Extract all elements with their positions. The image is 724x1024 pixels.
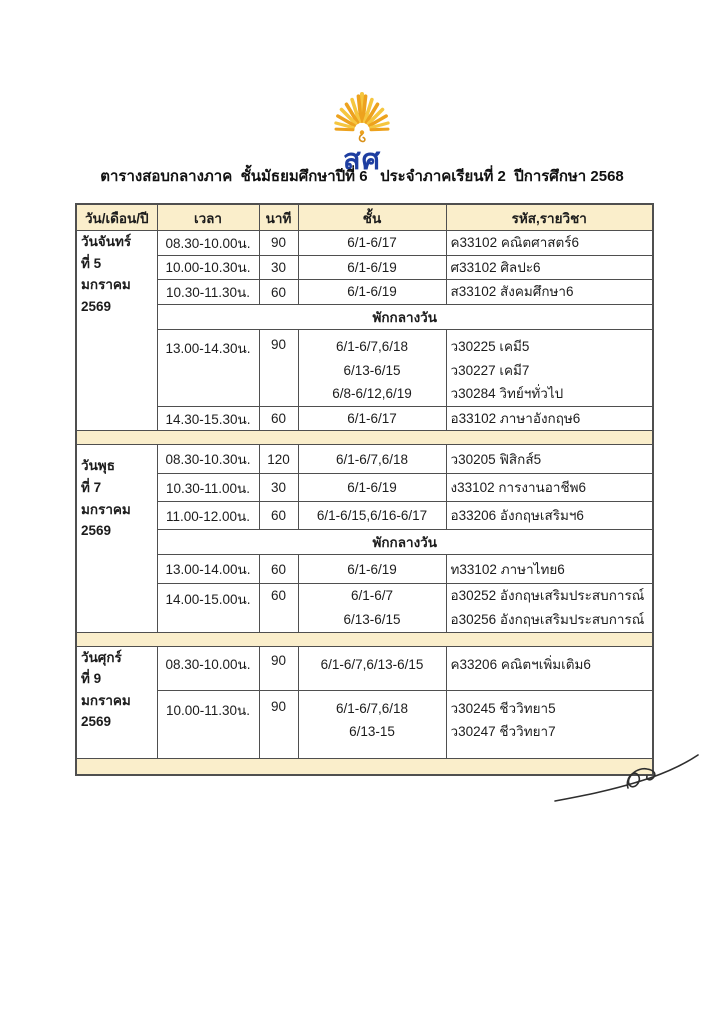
table-row [76, 474, 653, 502]
class-cell: 6/1-6/17 [298, 231, 446, 256]
class-cell: 6/1-6/7,6/18 6/13-15 [298, 690, 446, 758]
class-cell: 6/1-6/7,6/13-6/15 [298, 646, 446, 690]
class-cell: 6/1-6/19 [298, 280, 446, 305]
lunch-row [76, 304, 653, 329]
signature [552, 750, 702, 813]
sunburst-crown-icon [322, 86, 402, 144]
minutes-cell: 60 [259, 584, 298, 632]
minutes-cell: 60 [259, 406, 298, 431]
table-row [76, 280, 653, 305]
table-row [76, 445, 653, 474]
subject-cell: อ33206 อังกฤษเสริมฯ6 [446, 502, 653, 530]
minutes-cell: 60 [259, 555, 298, 584]
page-title: ตารางสอบกลางภาค ชั้นมัธยมศึกษาปีที่ 6 ประจำภาคเรียนที่ 2 ปีการศึกษา 2568 [100, 168, 624, 185]
minutes-cell: 60 [259, 502, 298, 530]
table-row [76, 502, 653, 530]
time-cell: 10.00-10.30น. [157, 255, 259, 280]
header-time: เวลา [157, 204, 259, 231]
table-row [76, 584, 653, 632]
time-cell: 08.30-10.00น. [157, 231, 259, 256]
minutes-cell: 90 [259, 329, 298, 406]
header-row [76, 204, 653, 231]
table-row [76, 329, 653, 406]
lunch-cell: พักกลางวัน [157, 530, 653, 555]
day-cell-monday: วันจันทร์ ที่ 5 มกราคม 2569 [76, 231, 157, 431]
time-cell: 10.30-11.30น. [157, 280, 259, 305]
time-cell: 10.30-11.00น. [157, 474, 259, 502]
subject-cell: ว30205 ฟิสิกส์5 [446, 445, 653, 474]
time-cell: 13.00-14.30น. [157, 329, 259, 406]
lunch-cell: พักกลางวัน [157, 304, 653, 329]
time-cell: 14.30-15.30น. [157, 406, 259, 431]
class-cell: 6/1-6/17 [298, 406, 446, 431]
header-minutes: นาที [259, 204, 298, 231]
day-cell-wednesday: วันพุธ ที่ 7 มกราคม 2569 [76, 445, 157, 632]
header-date: วัน/เดือน/ปี [76, 204, 157, 231]
logo-text: สศ [342, 144, 382, 176]
subject-cell: ท33102 ภาษาไทย6 [446, 555, 653, 584]
section-separator [76, 431, 653, 445]
minutes-cell: 30 [259, 255, 298, 280]
subject-cell: ค33102 คณิตศาสตร์6 [446, 231, 653, 256]
time-cell: 08.30-10.00น. [157, 646, 259, 690]
minutes-cell: 120 [259, 445, 298, 474]
time-cell: 11.00-12.00น. [157, 502, 259, 530]
minutes-cell: 90 [259, 231, 298, 256]
subject-cell: อ33102 ภาษาอังกฤษ6 [446, 406, 653, 431]
section-separator [76, 632, 653, 646]
class-cell: 6/1-6/19 [298, 255, 446, 280]
minutes-cell: 60 [259, 280, 298, 305]
class-cell: 6/1-6/19 [298, 555, 446, 584]
table-row [76, 255, 653, 280]
exam-schedule-table [75, 203, 654, 776]
table-row [76, 555, 653, 584]
time-cell: 13.00-14.00น. [157, 555, 259, 584]
subject-cell: ว30225 เคมี5 ว30227 เคมี7 ว30284 วิทย์ฯทั่วไป [446, 329, 653, 406]
school-logo [312, 86, 412, 175]
day-cell-friday: วันศุกร์ ที่ 9 มกราคม 2569 [76, 646, 157, 758]
class-cell: 6/1-6/19 [298, 474, 446, 502]
table-row [76, 406, 653, 431]
time-cell: 14.00-15.00น. [157, 584, 259, 632]
subject-cell: ส33102 สังคมศึกษา6 [446, 280, 653, 305]
time-cell: 08.30-10.30น. [157, 445, 259, 474]
time-cell: 10.00-11.30น. [157, 690, 259, 758]
minutes-cell: 30 [259, 474, 298, 502]
subject-cell: ศ33102 ศิลปะ6 [446, 255, 653, 280]
minutes-cell: 90 [259, 646, 298, 690]
class-cell: 6/1-6/15,6/16-6/17 [298, 502, 446, 530]
class-cell: 6/1-6/7,6/18 [298, 445, 446, 474]
signature-scribble-icon [552, 750, 702, 808]
subject-cell: ว30245 ชีววิทยา5 ว30247 ชีววิทยา7 [446, 690, 653, 758]
class-cell: 6/1-6/7 6/13-6/15 [298, 584, 446, 632]
table-row [76, 231, 653, 256]
minutes-cell: 90 [259, 690, 298, 758]
table-row [76, 690, 653, 758]
header-class: ชั้น [298, 204, 446, 231]
header-subject: รหัส,รายวิชา [446, 204, 653, 231]
subject-cell: อ30252 อังกฤษเสริมประสบการณ์ อ30256 อังกฤษเสริมประสบการณ์ [446, 584, 653, 632]
lunch-row [76, 530, 653, 555]
class-cell: 6/1-6/7,6/18 6/13-6/15 6/8-6/12,6/19 [298, 329, 446, 406]
subject-cell: ค33206 คณิตฯเพิ่มเติม6 [446, 646, 653, 690]
table-row [76, 646, 653, 690]
subject-cell: ง33102 การงานอาชีพ6 [446, 474, 653, 502]
